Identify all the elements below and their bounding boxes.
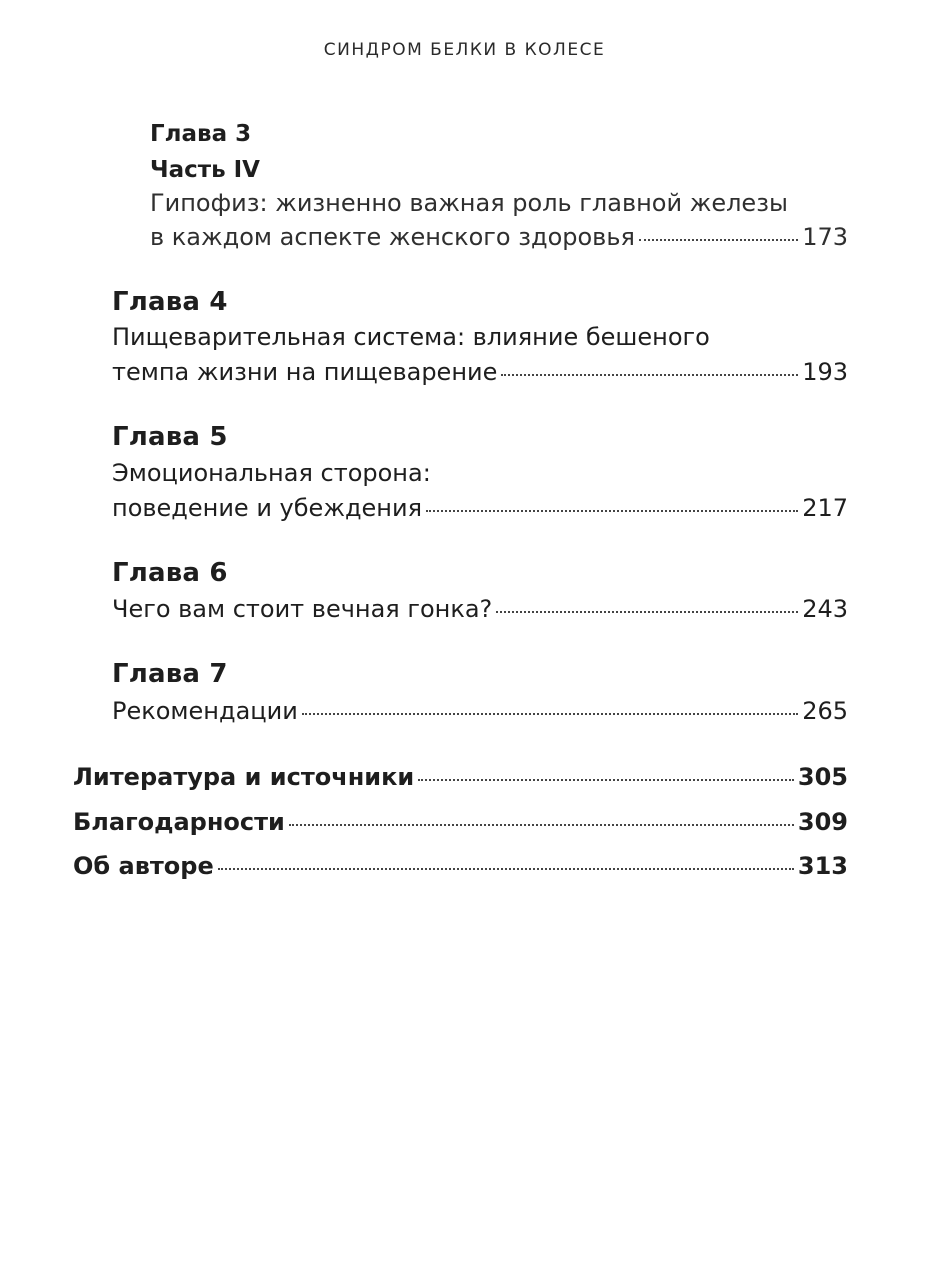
chapter-3-title-line1: Гипофиз: жизненно важная роль главной железы [150, 189, 788, 217]
part-4-heading: Часть IV [150, 157, 260, 183]
toc-entry-chapter-5[interactable] [112, 491, 848, 525]
toc-entry-chapter-4[interactable] [112, 355, 848, 389]
dot-leader [426, 510, 798, 512]
toc-entry-chapter-7[interactable] [112, 694, 848, 728]
dot-leader [418, 779, 794, 781]
chapter-4-title-line1: Пищеварительная система: влияние бешеного [112, 323, 710, 351]
acknowledgements-label: Благодарности [73, 808, 285, 836]
page-number: 265 [802, 697, 848, 725]
dot-leader [496, 611, 798, 613]
chapter-6-title: Чего вам стоит вечная гонка? [112, 595, 493, 623]
toc-entry-about-author[interactable] [73, 849, 848, 883]
chapter-5-title-line2: поведение и убеждения [112, 494, 423, 522]
chapter-7-heading: Глава 7 [112, 659, 228, 689]
chapter-5-title-line1: Эмоциональная сторона: [112, 459, 431, 487]
page-number: 173 [802, 223, 848, 251]
chapter-3-title-line2: в каждом аспекте женского здоровья [150, 223, 635, 251]
chapter-5-heading: Глава 5 [112, 422, 228, 452]
dot-leader [289, 824, 794, 826]
toc-entry-chapter-6[interactable] [112, 592, 848, 626]
chapter-4-heading: Глава 4 [112, 287, 228, 317]
page-number: 305 [797, 763, 848, 791]
page-number: 243 [802, 595, 848, 623]
page-number: 313 [797, 852, 848, 880]
dot-leader [501, 374, 798, 376]
toc-entry-acknowledgements[interactable] [73, 805, 848, 839]
dot-leader [639, 239, 798, 241]
literature-label: Литература и источники [73, 763, 415, 791]
chapter-3-heading: Глава 3 [150, 121, 252, 147]
running-head: СИНДРОМ БЕЛКИ В КОЛЕСЕ [323, 40, 606, 60]
toc-entry-chapter-3[interactable] [150, 220, 848, 254]
about-author-label: Об авторе [73, 852, 214, 880]
chapter-7-title: Рекомендации [112, 697, 298, 725]
dot-leader [302, 713, 798, 715]
dot-leader [218, 868, 794, 870]
chapter-6-heading: Глава 6 [112, 558, 228, 588]
page-number: 193 [802, 358, 848, 386]
page-number: 217 [802, 494, 848, 522]
page-number: 309 [797, 808, 848, 836]
toc-entry-literature[interactable] [73, 760, 848, 794]
chapter-4-title-line2: темпа жизни на пищеварение [112, 358, 498, 386]
